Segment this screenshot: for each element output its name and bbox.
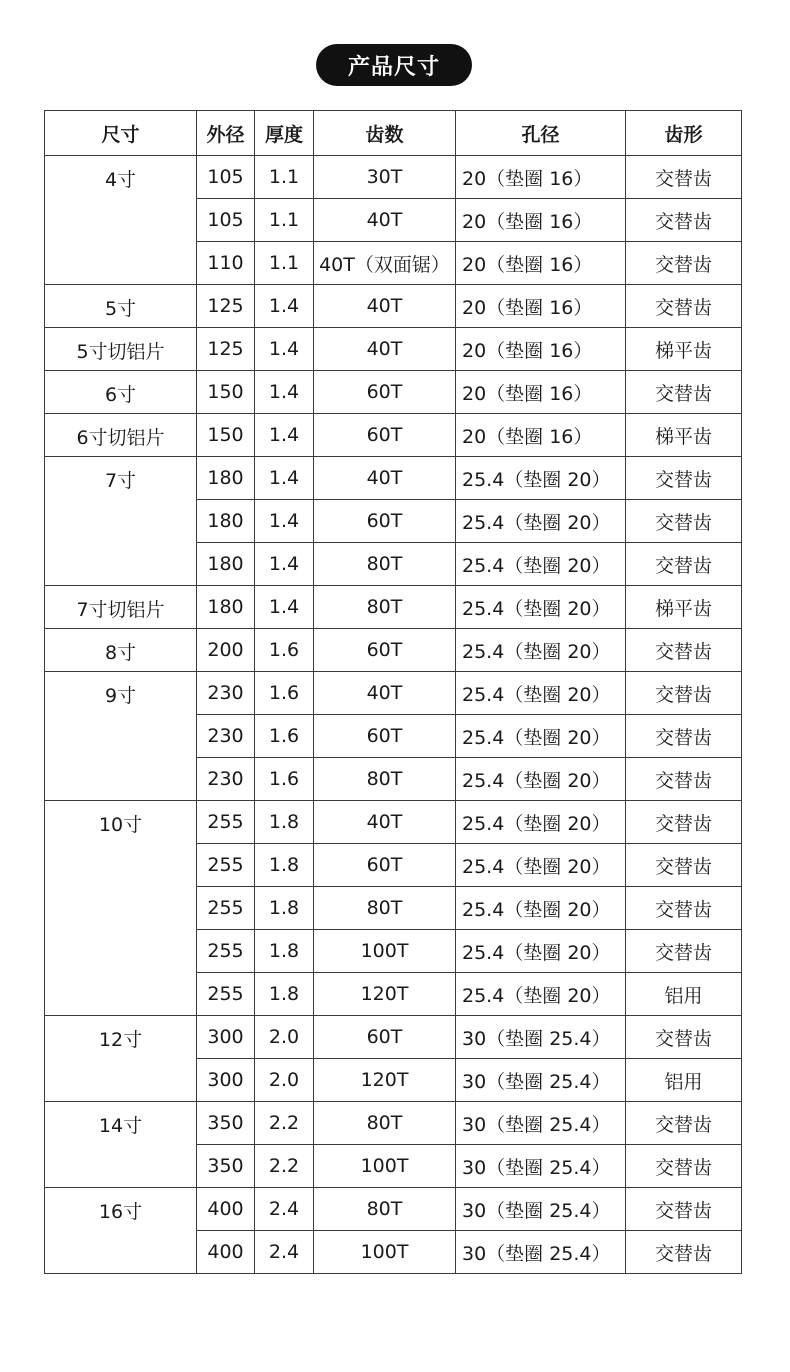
tooth-count-cell: 60T: [314, 371, 456, 414]
thickness-cell: 1.4: [255, 414, 314, 457]
tooth-form-cell: 交替齿: [626, 285, 742, 328]
size-cell: 5寸: [45, 285, 197, 328]
tooth-form-cell: 铝用: [626, 973, 742, 1016]
bore-cell: 25.4（垫圈 20）: [456, 715, 626, 758]
outer-diameter-cell: 255: [197, 801, 255, 844]
tooth-form-cell: 交替齿: [626, 1145, 742, 1188]
table-row: [45, 328, 742, 371]
tooth-form-cell: 交替齿: [626, 543, 742, 586]
tooth-count-cell: 100T: [314, 930, 456, 973]
tooth-count-cell: 80T: [314, 1102, 456, 1145]
outer-diameter-cell: 180: [197, 457, 255, 500]
tooth-count-cell: 100T: [314, 1231, 456, 1274]
tooth-count-cell: 60T: [314, 844, 456, 887]
bore-cell: 30（垫圈 25.4）: [456, 1059, 626, 1102]
size-cell: 5寸切铝片: [45, 328, 197, 371]
tooth-form-cell: 交替齿: [626, 242, 742, 285]
outer-diameter-cell: 125: [197, 285, 255, 328]
tooth-form-cell: 交替齿: [626, 715, 742, 758]
outer-diameter-cell: 255: [197, 973, 255, 1016]
table-row: [45, 371, 742, 414]
bore-cell: 30（垫圈 25.4）: [456, 1231, 626, 1274]
page-title: 产品尺寸: [316, 44, 472, 86]
outer-diameter-cell: 255: [197, 844, 255, 887]
outer-diameter-cell: 105: [197, 199, 255, 242]
tooth-form-cell: 交替齿: [626, 500, 742, 543]
tooth-count-cell: 40T（双面锯）: [314, 242, 456, 285]
table-row: [45, 285, 742, 328]
thickness-cell: 1.8: [255, 844, 314, 887]
tooth-form-cell: 交替齿: [626, 199, 742, 242]
tooth-form-cell: 交替齿: [626, 156, 742, 199]
thickness-cell: 1.6: [255, 758, 314, 801]
tooth-form-cell: 梯平齿: [626, 586, 742, 629]
tooth-count-cell: 100T: [314, 1145, 456, 1188]
table-header-row: [45, 111, 742, 156]
thickness-cell: 1.4: [255, 586, 314, 629]
bore-cell: 20（垫圈 16）: [456, 199, 626, 242]
table-row: [45, 1188, 742, 1231]
tooth-count-cell: 120T: [314, 973, 456, 1016]
table-row: [45, 629, 742, 672]
tooth-form-cell: 交替齿: [626, 801, 742, 844]
thickness-cell: 1.4: [255, 543, 314, 586]
tooth-count-cell: 40T: [314, 285, 456, 328]
tooth-form-cell: 交替齿: [626, 457, 742, 500]
thickness-cell: 1.6: [255, 672, 314, 715]
thickness-cell: 1.1: [255, 242, 314, 285]
bore-cell: 25.4（垫圈 20）: [456, 543, 626, 586]
bore-cell: 25.4（垫圈 20）: [456, 500, 626, 543]
size-cell: 7寸: [45, 457, 197, 586]
tooth-count-cell: 60T: [314, 629, 456, 672]
tooth-form-cell: 梯平齿: [626, 328, 742, 371]
bore-cell: 20（垫圈 16）: [456, 285, 626, 328]
thickness-cell: 1.1: [255, 156, 314, 199]
thickness-cell: 1.4: [255, 457, 314, 500]
outer-diameter-cell: 230: [197, 758, 255, 801]
bore-cell: 25.4（垫圈 20）: [456, 801, 626, 844]
tooth-form-cell: 交替齿: [626, 1102, 742, 1145]
table-row: [45, 156, 742, 199]
table-row: [45, 1016, 742, 1059]
tooth-form-cell: 交替齿: [626, 1188, 742, 1231]
thickness-cell: 1.4: [255, 285, 314, 328]
outer-diameter-cell: 255: [197, 930, 255, 973]
bore-cell: 25.4（垫圈 20）: [456, 629, 626, 672]
bore-cell: 20（垫圈 16）: [456, 156, 626, 199]
size-cell: 8寸: [45, 629, 197, 672]
thickness-cell: 2.4: [255, 1188, 314, 1231]
size-cell: 6寸: [45, 371, 197, 414]
bore-cell: 20（垫圈 16）: [456, 242, 626, 285]
tooth-count-cell: 60T: [314, 1016, 456, 1059]
tooth-count-cell: 80T: [314, 1188, 456, 1231]
bore-cell: 25.4（垫圈 20）: [456, 887, 626, 930]
tooth-count-cell: 40T: [314, 328, 456, 371]
thickness-cell: 1.8: [255, 801, 314, 844]
tooth-form-cell: 交替齿: [626, 930, 742, 973]
outer-diameter-cell: 125: [197, 328, 255, 371]
table-row: [45, 414, 742, 457]
thickness-cell: 2.4: [255, 1231, 314, 1274]
thickness-cell: 1.8: [255, 887, 314, 930]
outer-diameter-cell: 200: [197, 629, 255, 672]
thickness-cell: 2.2: [255, 1145, 314, 1188]
tooth-count-cell: 60T: [314, 500, 456, 543]
tooth-form-cell: 交替齿: [626, 672, 742, 715]
header-tooth-form: 齿形: [626, 111, 742, 156]
thickness-cell: 2.0: [255, 1016, 314, 1059]
thickness-cell: 1.8: [255, 973, 314, 1016]
tooth-count-cell: 80T: [314, 887, 456, 930]
bore-cell: 25.4（垫圈 20）: [456, 672, 626, 715]
thickness-cell: 1.8: [255, 930, 314, 973]
tooth-form-cell: 交替齿: [626, 629, 742, 672]
header-bore: 孔径: [456, 111, 626, 156]
header-size: 尺寸: [45, 111, 197, 156]
table-row: [45, 1102, 742, 1145]
table-body: [45, 156, 742, 1274]
bore-cell: 25.4（垫圈 20）: [456, 758, 626, 801]
header-thickness: 厚度: [255, 111, 314, 156]
outer-diameter-cell: 230: [197, 715, 255, 758]
tooth-form-cell: 交替齿: [626, 887, 742, 930]
tooth-count-cell: 40T: [314, 801, 456, 844]
bore-cell: 25.4（垫圈 20）: [456, 973, 626, 1016]
table-row: [45, 586, 742, 629]
outer-diameter-cell: 180: [197, 543, 255, 586]
header-outer-diameter: 外径: [197, 111, 255, 156]
tooth-form-cell: 交替齿: [626, 758, 742, 801]
tooth-count-cell: 40T: [314, 199, 456, 242]
bore-cell: 30（垫圈 25.4）: [456, 1145, 626, 1188]
outer-diameter-cell: 105: [197, 156, 255, 199]
outer-diameter-cell: 400: [197, 1231, 255, 1274]
tooth-count-cell: 80T: [314, 758, 456, 801]
outer-diameter-cell: 300: [197, 1016, 255, 1059]
thickness-cell: 1.6: [255, 629, 314, 672]
tooth-form-cell: 交替齿: [626, 844, 742, 887]
tooth-count-cell: 60T: [314, 414, 456, 457]
size-cell: 9寸: [45, 672, 197, 801]
outer-diameter-cell: 150: [197, 414, 255, 457]
tooth-form-cell: 交替齿: [626, 1016, 742, 1059]
tooth-form-cell: 梯平齿: [626, 414, 742, 457]
outer-diameter-cell: 230: [197, 672, 255, 715]
thickness-cell: 1.1: [255, 199, 314, 242]
bore-cell: 30（垫圈 25.4）: [456, 1188, 626, 1231]
outer-diameter-cell: 350: [197, 1145, 255, 1188]
tooth-count-cell: 80T: [314, 543, 456, 586]
thickness-cell: 2.0: [255, 1059, 314, 1102]
bore-cell: 25.4（垫圈 20）: [456, 457, 626, 500]
outer-diameter-cell: 180: [197, 500, 255, 543]
thickness-cell: 1.4: [255, 371, 314, 414]
outer-diameter-cell: 255: [197, 887, 255, 930]
size-cell: 6寸切铝片: [45, 414, 197, 457]
bore-cell: 25.4（垫圈 20）: [456, 930, 626, 973]
size-cell: 16寸: [45, 1188, 197, 1274]
tooth-count-cell: 30T: [314, 156, 456, 199]
thickness-cell: 1.6: [255, 715, 314, 758]
header-tooth-count: 齿数: [314, 111, 456, 156]
outer-diameter-cell: 180: [197, 586, 255, 629]
tooth-count-cell: 60T: [314, 715, 456, 758]
tooth-count-cell: 40T: [314, 672, 456, 715]
tooth-form-cell: 交替齿: [626, 1231, 742, 1274]
bore-cell: 30（垫圈 25.4）: [456, 1102, 626, 1145]
bore-cell: 30（垫圈 25.4）: [456, 1016, 626, 1059]
thickness-cell: 2.2: [255, 1102, 314, 1145]
thickness-cell: 1.4: [255, 500, 314, 543]
bore-cell: 20（垫圈 16）: [456, 371, 626, 414]
outer-diameter-cell: 110: [197, 242, 255, 285]
size-cell: 4寸: [45, 156, 197, 285]
size-cell: 14寸: [45, 1102, 197, 1188]
bore-cell: 25.4（垫圈 20）: [456, 844, 626, 887]
outer-diameter-cell: 350: [197, 1102, 255, 1145]
tooth-count-cell: 120T: [314, 1059, 456, 1102]
bore-cell: 20（垫圈 16）: [456, 328, 626, 371]
thickness-cell: 1.4: [255, 328, 314, 371]
bore-cell: 25.4（垫圈 20）: [456, 586, 626, 629]
tooth-count-cell: 80T: [314, 586, 456, 629]
size-cell: 7寸切铝片: [45, 586, 197, 629]
bore-cell: 20（垫圈 16）: [456, 414, 626, 457]
tooth-count-cell: 40T: [314, 457, 456, 500]
tooth-form-cell: 交替齿: [626, 371, 742, 414]
table-row: [45, 801, 742, 844]
outer-diameter-cell: 400: [197, 1188, 255, 1231]
table-row: [45, 457, 742, 500]
tooth-form-cell: 铝用: [626, 1059, 742, 1102]
outer-diameter-cell: 150: [197, 371, 255, 414]
outer-diameter-cell: 300: [197, 1059, 255, 1102]
table-row: [45, 672, 742, 715]
size-cell: 12寸: [45, 1016, 197, 1102]
spec-table: [44, 110, 742, 1274]
size-cell: 10寸: [45, 801, 197, 1016]
